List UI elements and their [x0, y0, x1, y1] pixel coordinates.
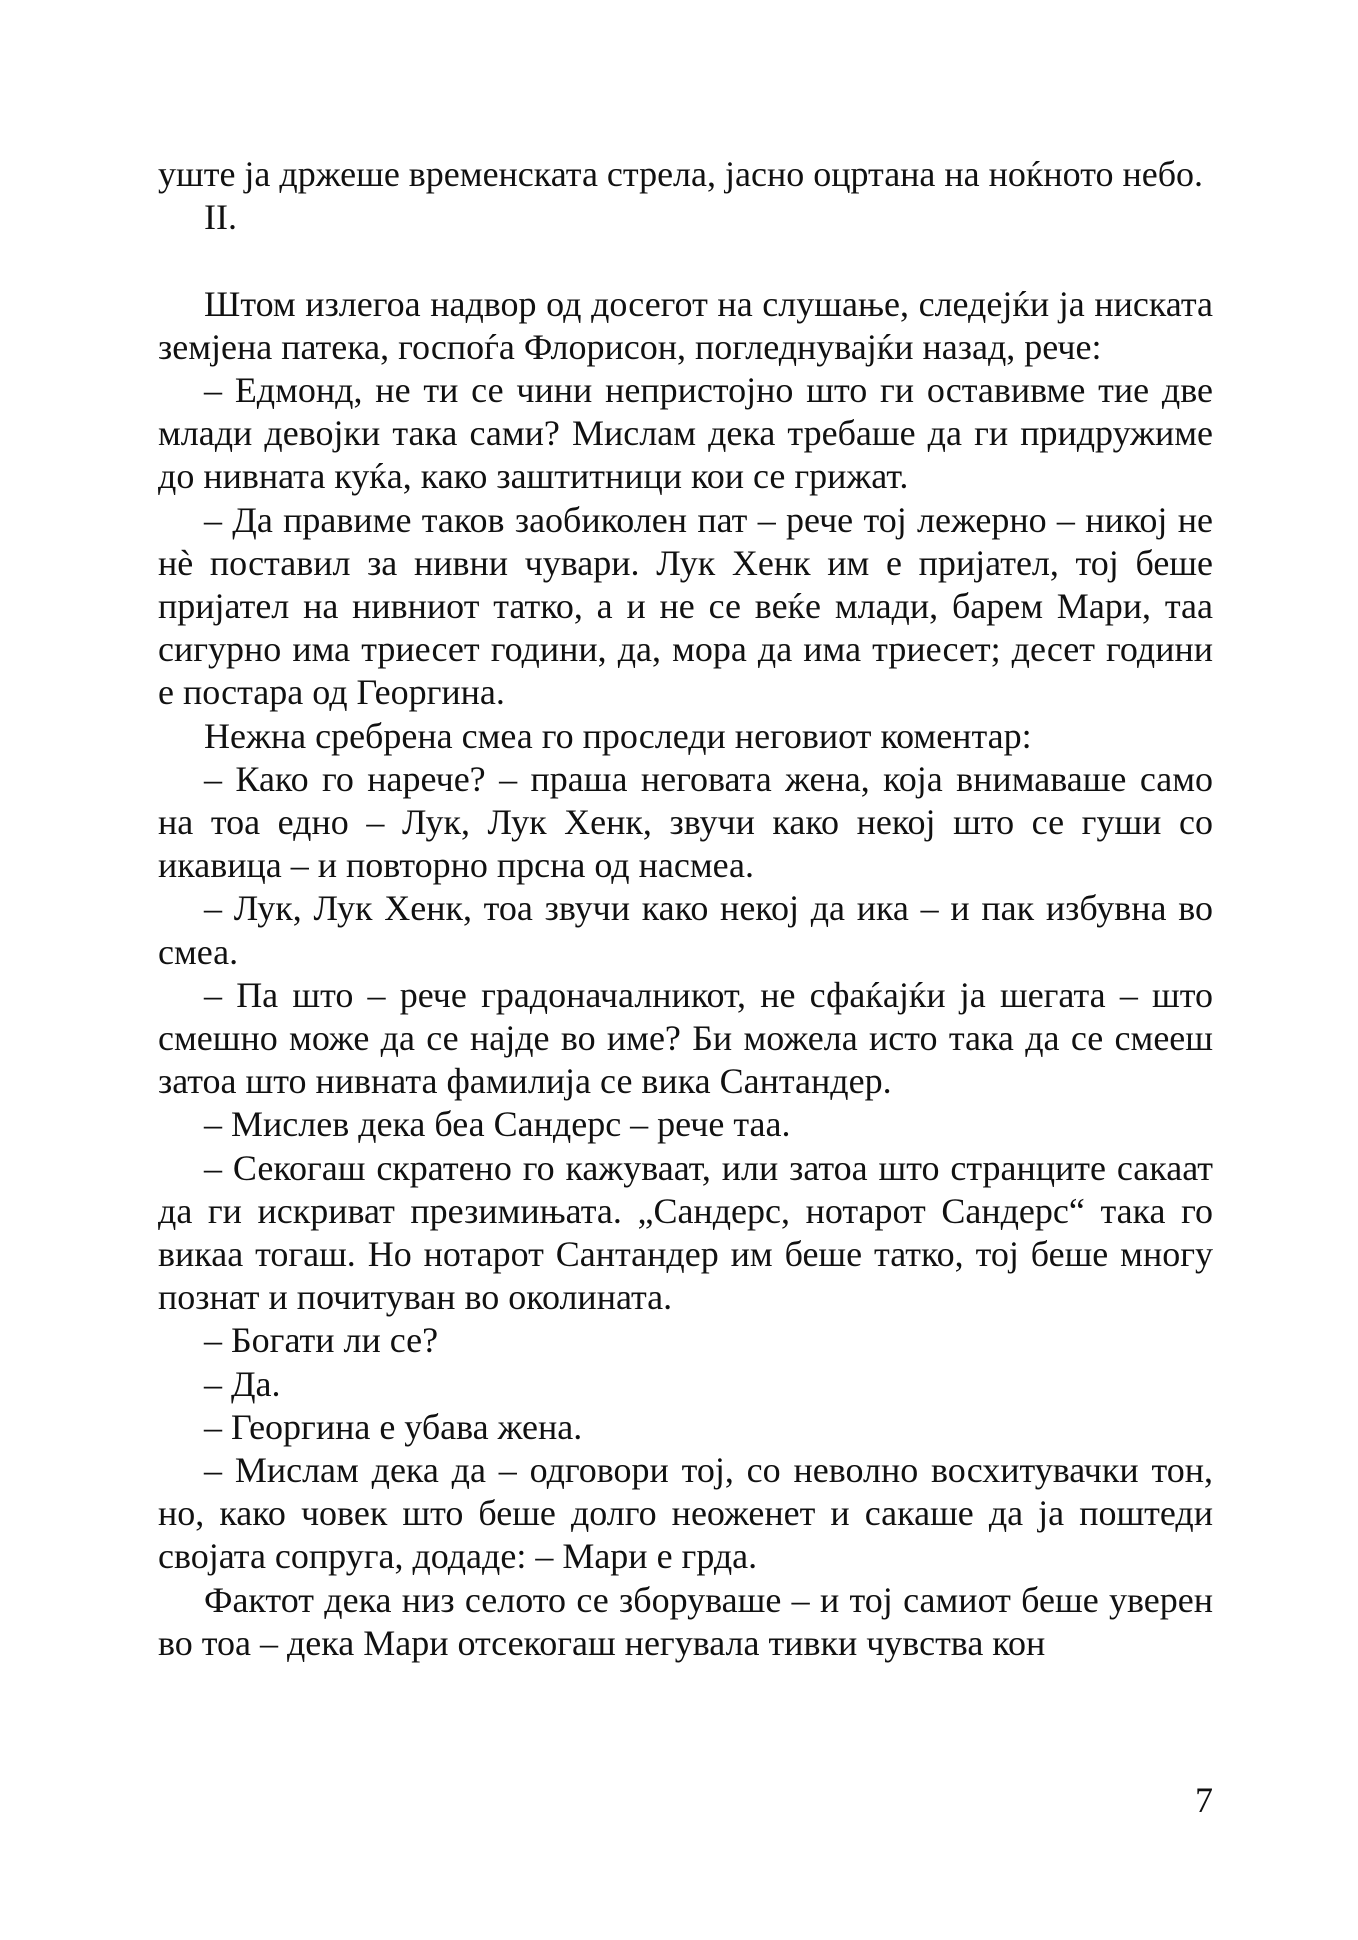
dialogue-paragraph: – Мислам дека да – одговори тој, со неволно восхитувачки тон, но, како човек што беше долго неоженет и сакаше да ја поштеди својата сопруга, додаде: – Мари е грда. [158, 1450, 1213, 1577]
dialogue-paragraph: – Богати ли се? [204, 1320, 439, 1361]
dialogue-paragraph: – Мислев дека беа Сандерс – рече таа. [204, 1104, 791, 1145]
dialogue-paragraph: – Да. [204, 1363, 281, 1404]
dialogue-paragraph: – Да правиме таков заобиколен пат – рече тој лежерно – никој не нè поставил за нивни чувари. Лук Хенк им е пријател, тој беше пријател на нивниот татко, а и не се веќе млади, барем Мари, таа сигурно има триесет години, да, мора да има триесет; десет години е постара од Георгина. [158, 499, 1213, 713]
page-number: 7 [1195, 1780, 1213, 1820]
paragraph: Фактот дека низ селото се зборуваше – и тој самиот беше уверен во тоа – дека Мари отсекогаш негувала тивки чувства кон [158, 1579, 1213, 1663]
dialogue-paragraph: – Па што – рече градоначалникот, не сфаќајќи ја шегата – што смешно може да се најде во име? Би можела исто така да се смееш затоа што нивната фамилија се вика Сантандер. [158, 974, 1213, 1102]
dialogue-paragraph: – Како го нарече? – праша неговата жена, која внимаваше само на тоа едно – Лук, Лук Хенк, звучи како некој што се гуши со икавица – и повторно прсна од насмеа. [158, 758, 1213, 886]
paragraph-continuation: уште ја држеше временската стрела, јасно оцртана на ноќното небо. [158, 154, 1204, 194]
dialogue-paragraph: – Секогаш скратено го кажуваат, или затоа што странците сакаат да ги искриват презимињата. „Сандерс, нотарот Сандерс“ така го викаа тогаш. Но нотарот Сантандер им беше татко, тој беше многу познат и почитуван во околината. [158, 1147, 1213, 1318]
dialogue-paragraph: – Лук, Лук Хенк, тоа звучи како некој да ика – и пак избувна во смеа. [158, 888, 1213, 972]
dialogue-paragraph: – Георгина е убава жена. [204, 1406, 583, 1447]
paragraph: Нежна сребрена смеа го проследи неговиот коментар: [204, 715, 1032, 756]
dialogue-paragraph: – Едмонд, не ти се чини непристојно што ги оставивме тие две млади девојки така сами? Мислам дека требаше да ги придружиме до нивната куќа, како заштитници кои се грижат. [158, 370, 1213, 497]
page-text-block [158, 153, 1213, 1665]
section-heading: II. [204, 197, 237, 238]
paragraph: Штом излегоа надвор од досегот на слушање, следејќи ја ниската земјена патека, госпоѓа Флорисон, погледнувајќи назад, рече: [158, 283, 1213, 367]
